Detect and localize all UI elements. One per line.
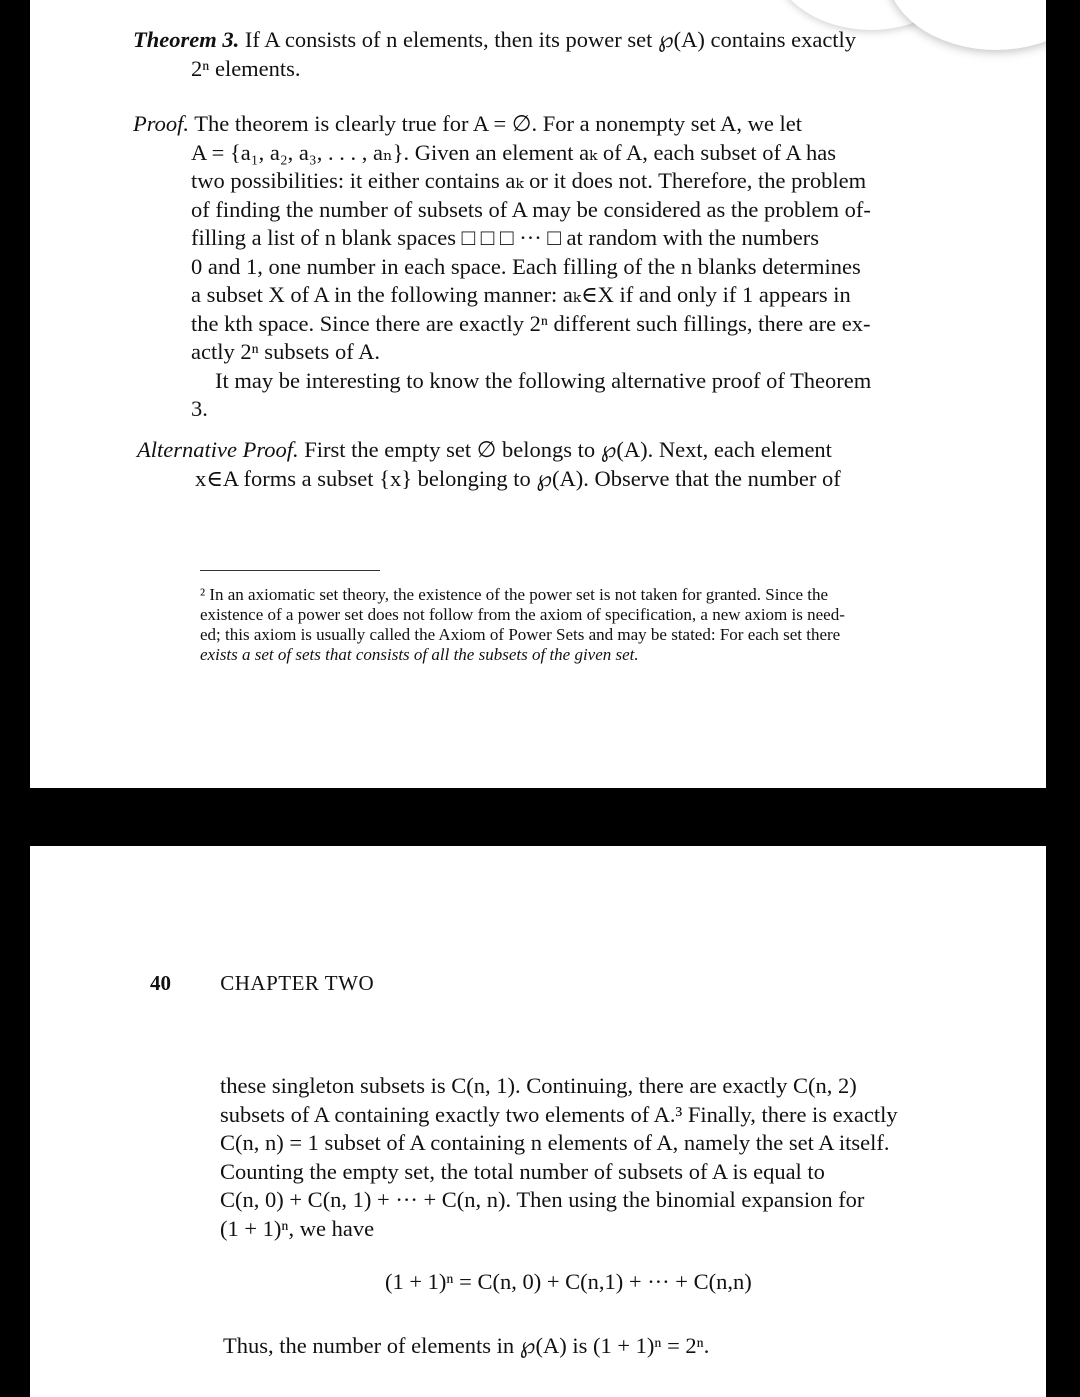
footnote-line: ² In an axiomatic set theory, the existence of the power set is not taken for granted. Since the <box>200 585 829 604</box>
proof-followup-line: 3. <box>191 396 208 421</box>
theorem-line: If A consists of n elements, then its power set ℘(A) contains exactly <box>244 27 857 52</box>
proof-line: actly 2ⁿ subsets of A. <box>191 339 380 364</box>
alternative-proof-label: Alternative Proof. <box>137 437 299 462</box>
proof-line: two possibilities: it either contains aₖ or it does not. Therefore, the problem <box>191 168 867 193</box>
proof-line: The theorem is clearly true for A = ∅. For a nonempty set A, we let <box>194 111 803 136</box>
proof-label: Proof. <box>133 111 190 136</box>
continuation-line: C(n, 0) + C(n, 1) + ··· + C(n, n). Then using the binomial expansion for <box>220 1187 865 1212</box>
footnote <box>200 585 940 665</box>
footnote-line: exists a set of sets that consists of all the subsets of the given set. <box>200 645 639 664</box>
continuation-block <box>220 1072 970 1243</box>
page-number: 40 <box>150 971 171 995</box>
proof-followup-line: It may be interesting to know the following alternative proof of Theorem <box>215 367 872 393</box>
proof-line: a subset X of A in the following manner: aₖ∈X if and only if 1 appears in <box>191 282 851 307</box>
page-header <box>150 971 374 996</box>
continuation-line: subsets of A containing exactly two elements of A.³ Finally, there is exactly <box>220 1101 898 1127</box>
proof-line: of finding the number of subsets of A may be considered as the problem of- <box>191 196 871 222</box>
footnote-divider <box>200 570 380 571</box>
page-bottom <box>30 846 1046 1397</box>
theorem-block <box>133 26 933 83</box>
proof-line: filling a list of n blank spaces □ □ □ ··· □ at random with the numbers <box>191 225 819 250</box>
continuation-line: these singleton subsets is C(n, 1). Continuing, there are exactly C(n, 2) <box>220 1073 857 1098</box>
continuation-line: C(n, n) = 1 subset of A containing n elements of A, namely the set A itself. <box>220 1130 890 1155</box>
alternative-line: x∈A forms a subset {x} belonging to ℘(A). Observe that the number of <box>195 465 841 491</box>
page-top <box>30 0 1046 788</box>
footnote-line: existence of a power set does not follow from the axiom of specification, a new axiom is need- <box>200 605 845 624</box>
proof-block <box>133 110 933 424</box>
chapter-title: CHAPTER TWO <box>220 971 375 995</box>
binomial-equation: (1 + 1)ⁿ = C(n, 0) + C(n,1) + ··· + C(n,n) <box>385 1269 752 1294</box>
proof-line: 0 and 1, one number in each space. Each filling of the n blanks determines <box>191 253 861 279</box>
alternative-proof-block <box>137 436 937 493</box>
alternative-line: First the empty set ∅ belongs to ℘(A). Next, each element <box>304 437 832 462</box>
theorem-line: 2ⁿ elements. <box>191 55 301 81</box>
proof-line: A = {a₁, a₂, a₃, . . . , aₙ}. Given an element aₖ of A, each subset of A has <box>191 139 836 165</box>
continuation-line: Counting the empty set, the total number of subsets of A is equal to <box>220 1158 825 1184</box>
theorem-label: Theorem 3. <box>133 27 240 52</box>
conclusion-line: Thus, the number of elements in ℘(A) is (1 + 1)ⁿ = 2ⁿ. <box>223 1333 710 1358</box>
continuation-line: (1 + 1)ⁿ, we have <box>220 1215 375 1241</box>
footnote-line: ed; this axiom is usually called the Axiom of Power Sets and may be stated: For each set there <box>200 625 841 644</box>
proof-line: the kth space. Since there are exactly 2ⁿ different such fillings, there are ex- <box>191 310 871 336</box>
